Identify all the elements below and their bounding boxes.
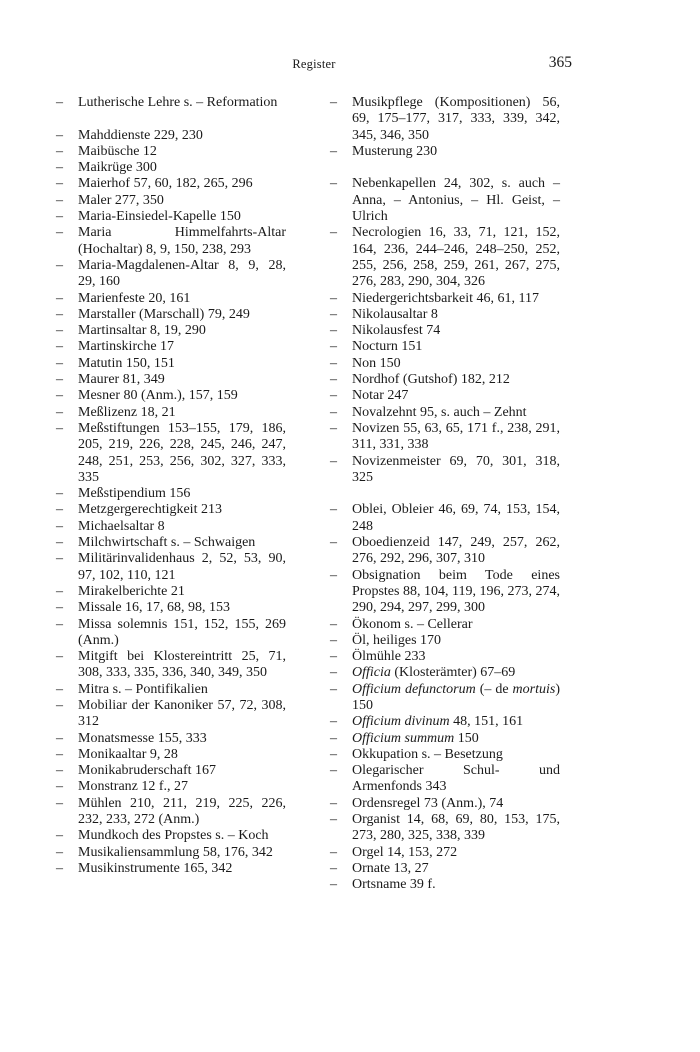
entry-dash: – (56, 95, 63, 110)
index-entry (56, 617, 286, 650)
entry-dash: – (56, 209, 63, 225)
entry-dash: – (330, 535, 337, 551)
entry-dash: – (56, 323, 63, 339)
entry-dash: – (56, 730, 63, 746)
entry-text: (– de (475, 681, 513, 697)
index-entry (56, 698, 286, 731)
entry-text: Monatsmesse 155, 333 (78, 730, 207, 746)
running-title: Register (292, 57, 336, 71)
index-entry (330, 845, 560, 861)
entry-text: Ökonom s. – Cellerar (352, 616, 473, 632)
entry-text: Okkupation s. – Besetzung (352, 746, 503, 762)
index-entry (56, 584, 286, 600)
entry-text: Marienfeste 20, 161 (78, 290, 191, 306)
entry-dash: – (56, 486, 63, 502)
entry-text: 150 (454, 730, 479, 746)
entry-dash: – (330, 877, 337, 893)
page-header (56, 54, 572, 76)
page-number: 365 (548, 54, 572, 71)
entry-dash: – (56, 681, 63, 697)
entry-text: Mühlen 210, 211, 219, 225, 226, 232, 233, 272 (Anm.) (78, 795, 286, 828)
entry-dash: – (330, 420, 337, 436)
index-entry (330, 796, 560, 812)
index-entry (56, 339, 286, 355)
entry-text: Musikpflege (Kompositionen) 56, 69, 175–177, 317, 333, 339, 342, 345, 346, 350 (352, 95, 560, 143)
index-entry (330, 665, 560, 681)
index-entry (330, 633, 560, 649)
index-entry (56, 845, 286, 861)
entry-dash: – (56, 697, 63, 713)
entry-dash: – (330, 665, 337, 681)
entry-text: Meßlizenz 18, 21 (78, 404, 176, 420)
entry-dash: – (56, 502, 63, 518)
index-entry (330, 225, 560, 290)
index-entry (330, 356, 560, 372)
entry-dash: – (56, 290, 63, 306)
entry-text: Maria-Einsiedel-Kapelle 150 (78, 209, 241, 225)
entry-dash: – (56, 844, 63, 860)
entry-text: Olegarischer Schul- und Armenfonds 343 (352, 763, 560, 795)
index-entry (56, 291, 286, 307)
entry-text: Organist 14, 68, 69, 80, 153, 175, 273, 280, 325, 338, 339 (352, 812, 560, 844)
entry-dash: – (56, 763, 63, 779)
entry-dash: – (56, 257, 63, 273)
entry-text: mortuis (512, 681, 556, 697)
index-entry (330, 617, 560, 633)
index-entry (56, 372, 286, 388)
entry-dash: – (56, 649, 63, 665)
entry-text: Mitgift bei Klostereintritt 25, 71, 308, 333, 335, 336, 340, 349, 350 (78, 649, 286, 681)
entry-text: ) 150 (352, 681, 560, 713)
entry-dash: – (330, 306, 337, 322)
entry-dash: – (56, 225, 63, 241)
entry-text: Oblei, Obleier 46, 69, 74, 153, 154, 248 (352, 502, 560, 534)
entry-dash: – (56, 420, 63, 436)
index-entry (330, 405, 560, 421)
entry-text: Michaelsaltar 8 (78, 518, 165, 534)
entry-dash: – (330, 355, 337, 371)
entry-text: Notar 247 (352, 388, 409, 404)
index-entry (330, 568, 560, 617)
index-entry (56, 551, 286, 584)
entry-text: Musterung 230 (352, 143, 438, 159)
entry-dash: – (330, 372, 337, 388)
entry-text: Militärinvalidenhaus 2, 52, 53, 90, 97, 102, 110, 121 (78, 551, 286, 583)
entry-text: Ordensregel 73 (Anm.), 74 (352, 795, 504, 811)
index-entry (330, 763, 560, 796)
entry-dash: – (330, 388, 337, 404)
entry-text: Ölmühle 233 (352, 649, 426, 665)
entry-text: Maierhof 57, 60, 182, 265, 296 (78, 176, 253, 192)
entry-text: Metzgergerechtigkeit 213 (78, 502, 222, 518)
index-entry (56, 682, 286, 698)
entry-text: Musikaliensammlung 58, 176, 342 (78, 844, 273, 860)
index-entry (56, 307, 286, 323)
entry-text: Marstaller (Marschall) 79, 249 (78, 306, 250, 322)
entry-text: Musikinstrumente 165, 342 (78, 860, 233, 876)
entry-text: Necrologien 16, 33, 71, 121, 152, 164, 236, 244–246, 248–250, 252, 255, 256, 258, 259, 261, 267, 275, 276, 283, 290, 304, 326 (352, 225, 560, 290)
index-entry (56, 796, 286, 829)
entry-text: Mahddienste 229, 230 (78, 127, 203, 143)
index-entry (56, 486, 286, 502)
index-entry (56, 405, 286, 421)
index-entry (56, 731, 286, 747)
entry-text: Maria-Magdalenen-Altar 8, 9, 28, 29, 160 (78, 257, 286, 290)
index-entry (56, 209, 286, 225)
entry-dash: – (56, 616, 63, 632)
entry-text: Ornate 13, 27 (352, 860, 429, 876)
entry-text: Nocturn 151 (352, 339, 423, 355)
entry-dash: – (330, 323, 337, 339)
index-entry (330, 747, 560, 763)
entry-dash: – (56, 860, 63, 876)
entry-dash: – (330, 714, 337, 730)
index-entry (56, 388, 286, 404)
entry-text: Öl, heiliges 170 (352, 632, 442, 648)
index-entry (56, 861, 286, 877)
entry-text: Monikaaltar 9, 28 (78, 746, 178, 762)
index-entry (56, 95, 286, 111)
entry-dash: – (56, 600, 63, 616)
entry-text: Nikolausaltar 8 (352, 306, 438, 322)
index-entry (330, 649, 560, 665)
entry-text: Mesner 80 (Anm.), 157, 159 (78, 388, 238, 404)
entry-dash: – (56, 192, 63, 208)
index-entry (56, 356, 286, 372)
entry-text: Non 150 (352, 355, 401, 371)
index-entry (56, 193, 286, 209)
index-entry (56, 502, 286, 518)
index-entry (330, 714, 560, 730)
entry-text: Nebenkapellen 24, 302, s. auch – Anna, – Antonius, – Hl. Geist, – Ulrich (352, 176, 560, 225)
entry-dash: – (56, 404, 63, 420)
entry-dash: – (330, 225, 337, 241)
entry-text: Missa solemnis 151, 152, 155, 269 (Anm.) (78, 616, 286, 648)
entry-text: Maler 277, 350 (78, 192, 164, 208)
index-entry (330, 812, 560, 845)
entry-dash: – (56, 143, 63, 159)
entry-dash: – (56, 535, 63, 551)
entry-dash: – (330, 616, 337, 632)
index-entry (56, 535, 286, 551)
index-entry (56, 763, 286, 779)
entry-dash: – (330, 453, 337, 469)
index-entry (330, 307, 560, 323)
entry-text: Niedergerichtsbarkeit 46, 61, 117 (352, 290, 540, 306)
entry-dash: – (330, 860, 337, 876)
index-entry (330, 291, 560, 307)
index-entry (330, 323, 560, 339)
entry-dash: – (330, 730, 337, 746)
entry-dash: – (56, 583, 63, 599)
entry-text: Maikrüge 300 (78, 160, 157, 176)
index-entry (56, 779, 286, 795)
entry-dash: – (330, 176, 337, 192)
entry-dash: – (330, 290, 337, 306)
entry-dash: – (56, 779, 63, 795)
entry-text: Ortsname 39 f. (352, 877, 436, 893)
index-entry (56, 323, 286, 339)
entry-dash: – (330, 95, 337, 110)
entry-dash: – (330, 649, 337, 665)
index-entry (56, 160, 286, 176)
entry-text: Missale 16, 17, 68, 98, 153 (78, 600, 231, 616)
entry-text: Novalzehnt 95, s. auch – Zehnt (352, 404, 527, 420)
index-entry (56, 519, 286, 535)
entry-text: Officium summum (352, 730, 455, 746)
entry-text: Monikabruderschaft 167 (78, 763, 217, 779)
entry-dash: – (330, 795, 337, 811)
index-entry (330, 388, 560, 404)
index-entry (330, 144, 560, 160)
entry-text: Maibüsche 12 (78, 143, 157, 159)
entry-text: Matutin 150, 151 (78, 355, 175, 371)
entry-text: Nordhof (Gutshof) 182, 212 (352, 372, 510, 388)
entry-text: Maria Himmelfahrts-Altar (Hochaltar) 8, 9, 150, 238, 293 (78, 225, 286, 257)
index-entry (330, 176, 560, 225)
index-entry (56, 649, 286, 682)
entry-text: Martinskirche 17 (78, 339, 175, 355)
entry-text: Officium defunctorum (352, 681, 476, 697)
entry-dash: – (56, 551, 63, 567)
index-entry (56, 225, 286, 258)
entry-dash: – (330, 339, 337, 355)
entry-dash: – (330, 681, 337, 697)
index-entry (56, 600, 286, 616)
index-column-right (330, 95, 560, 894)
entry-dash: – (56, 372, 63, 388)
index-entry (56, 176, 286, 192)
entry-text: Novizen 55, 63, 65, 171 f., 238, 291, 311, 331, 338 (352, 420, 560, 453)
entry-text: (Klosterämter) 67–69 (390, 665, 516, 681)
entry-dash: – (56, 518, 63, 534)
index-entry (330, 95, 560, 144)
index-entry (330, 535, 560, 568)
entry-dash: – (56, 339, 63, 355)
entry-dash: – (330, 502, 337, 518)
index-entry (330, 339, 560, 355)
entry-dash: – (330, 404, 337, 420)
entry-text: Meßstipendium 156 (78, 486, 191, 502)
entry-text: Mirakelberichte 21 (78, 583, 185, 599)
entry-text: Obsignation beim Tode eines Propstes 88, 104, 119, 196, 273, 274, 290, 294, 297, 299, 300 (352, 567, 560, 616)
entry-text: Mitra s. – Pontifikalien (78, 681, 208, 697)
index-entry (56, 128, 286, 144)
entry-text: Maurer 81, 349 (78, 372, 165, 388)
entry-text: Nikolausfest 74 (352, 323, 441, 339)
entry-text: Mundkoch des Propstes s. – Koch (78, 828, 269, 844)
entry-text: Novizenmeister 69, 70, 301, 318, 325 (352, 453, 560, 485)
index-entry (330, 877, 560, 893)
index-entry (330, 682, 560, 715)
entry-dash: – (56, 828, 63, 844)
entry-dash: – (330, 746, 337, 762)
entry-dash: – (56, 306, 63, 322)
entry-text: Monstranz 12 f., 27 (78, 779, 189, 795)
index-entry (330, 861, 560, 877)
index-entry (330, 502, 560, 535)
entry-dash: – (56, 355, 63, 371)
index-entry (56, 828, 286, 844)
index-entry (330, 731, 560, 747)
entry-dash: – (330, 763, 337, 779)
index-entry (56, 144, 286, 160)
entry-text: Oboedienzeid 147, 249, 257, 262, 276, 292, 296, 307, 310 (352, 535, 560, 567)
entry-text: Meßstiftungen 153–155, 179, 186, 205, 219, 226, 228, 245, 246, 247, 248, 251, 253, 256, 302, 327, 333, 335 (78, 420, 286, 485)
entry-dash: – (56, 795, 63, 811)
index-entry (56, 747, 286, 763)
entry-dash: – (56, 176, 63, 192)
entry-text: Officia (352, 665, 391, 681)
entry-text: Lutherische Lehre s. – Reformation (78, 95, 278, 110)
entry-text: 48, 151, 161 (449, 714, 524, 730)
index-entry (330, 421, 560, 454)
entry-dash: – (56, 388, 63, 404)
entry-text: Orgel 14, 153, 272 (352, 844, 458, 860)
index-column-left (56, 95, 286, 877)
entry-text: Mobiliar der Kanoniker 57, 72, 308, 312 (78, 697, 286, 730)
index-entry (56, 421, 286, 486)
entry-text: Officium divinum (352, 714, 450, 730)
entry-dash: – (330, 567, 337, 583)
entry-dash: – (56, 160, 63, 176)
index-entry (56, 258, 286, 291)
entry-dash: – (330, 844, 337, 860)
entry-text: Milchwirtschaft s. – Schwaigen (78, 535, 256, 551)
index-entry (330, 454, 560, 487)
entry-dash: – (56, 746, 63, 762)
entry-dash: – (56, 127, 63, 143)
entry-dash: – (330, 143, 337, 159)
entry-dash: – (330, 632, 337, 648)
entry-text: Martinsaltar 8, 19, 290 (78, 323, 206, 339)
entry-dash: – (330, 812, 337, 828)
index-entry (330, 372, 560, 388)
